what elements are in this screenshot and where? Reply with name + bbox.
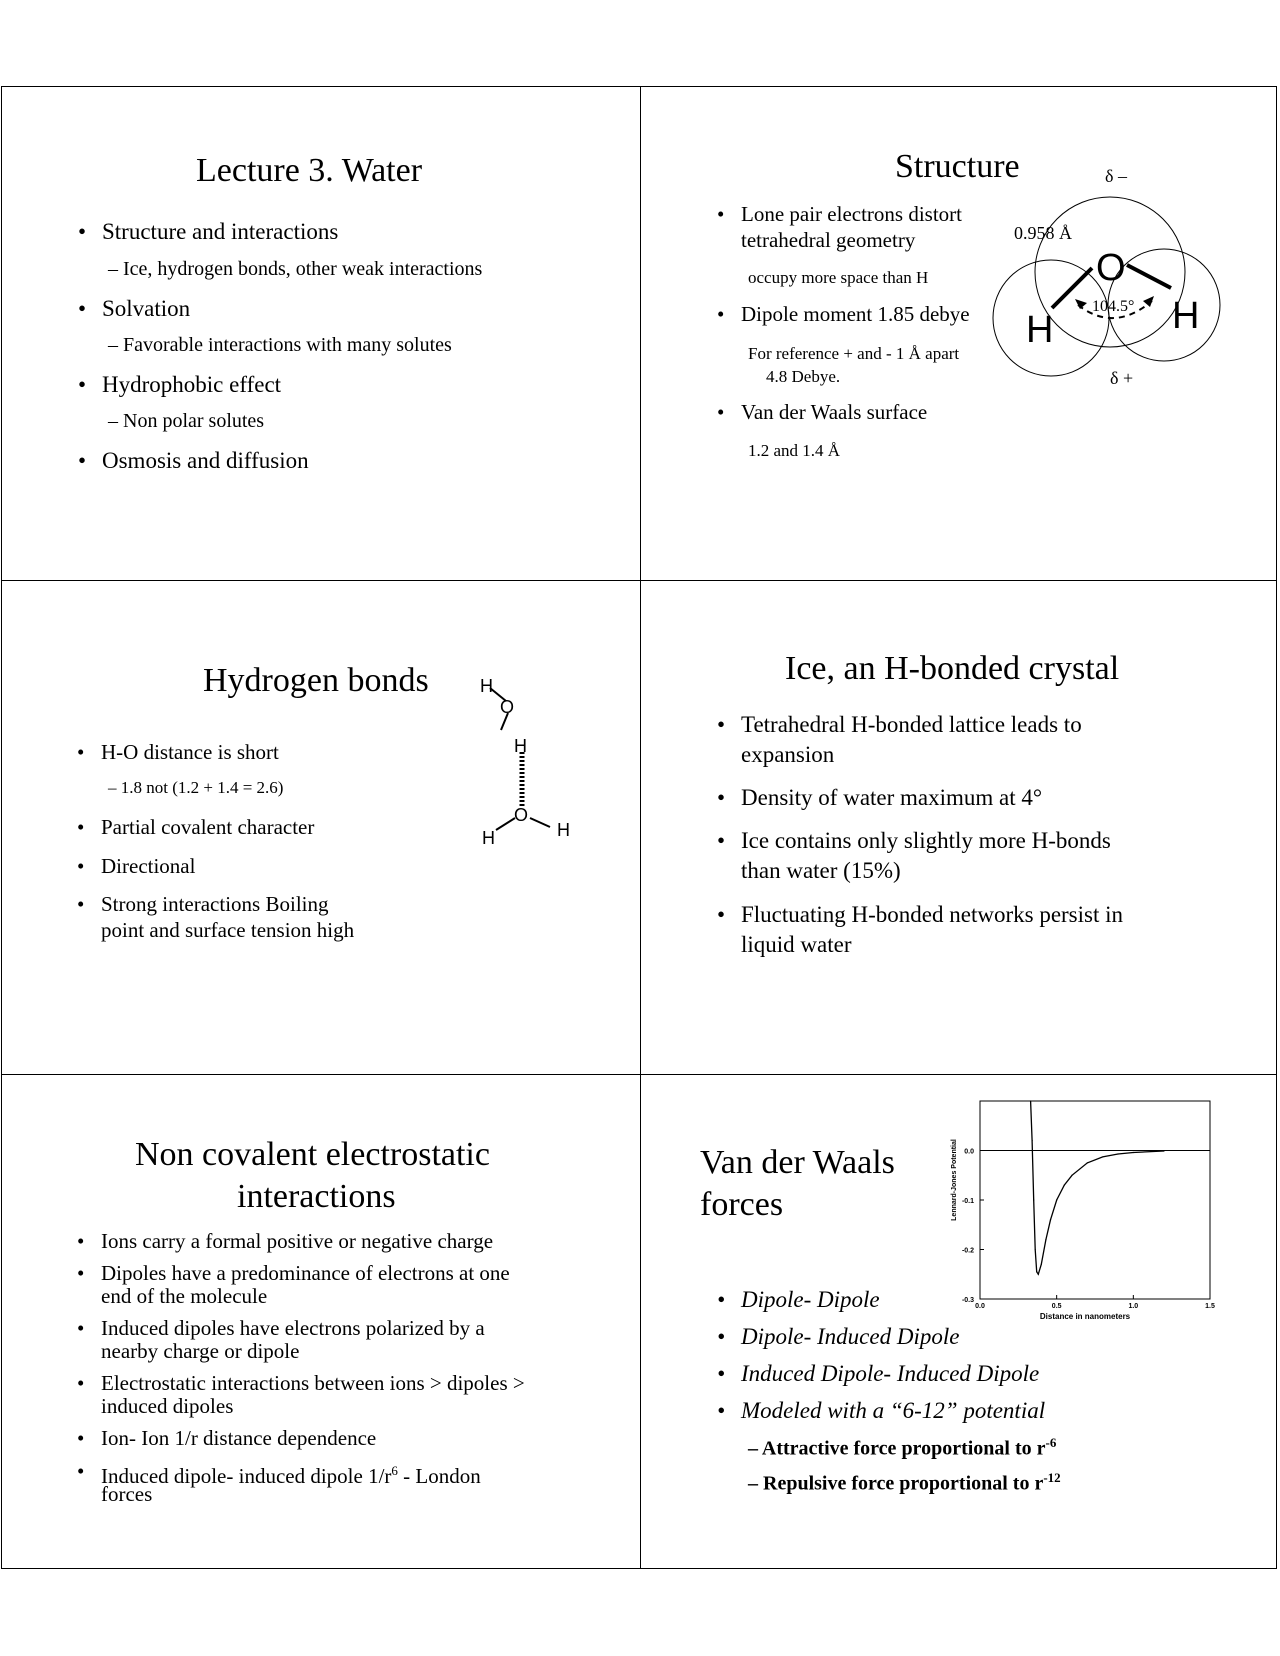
bullet-continuation: point and surface tension high — [101, 918, 355, 942]
note: 1.2 and 1.4 Å — [748, 441, 841, 460]
bond-o-h-right — [530, 818, 550, 827]
bullet: • Density of water maximum at 4° — [741, 783, 1042, 813]
y-tick-label: 0.0 — [964, 1148, 974, 1156]
hydrogen-label-left: H — [1026, 309, 1054, 351]
data-point — [1102, 1156, 1103, 1157]
bullet: • Dipole- Dipole — [741, 1285, 880, 1315]
sub-bullet: – Favorable interactions with many solutes — [108, 334, 452, 356]
data-point — [1038, 1274, 1039, 1275]
slide-title: Non covalent electrostatic — [135, 1136, 490, 1173]
data-point — [1032, 1140, 1033, 1141]
lennard-jones-chart — [940, 1099, 1240, 1339]
bullet-text: Induced dipole- induced dipole 1/r — [101, 1464, 392, 1488]
atom-h: H — [482, 828, 495, 848]
chart-marks — [1030, 1100, 1165, 1274]
note: For reference + and - 1 Å apart — [748, 344, 960, 363]
data-point — [1056, 1199, 1057, 1200]
bullet: • Directional — [101, 851, 195, 881]
bullet: • Dipole moment 1.85 debye — [741, 299, 970, 329]
bullet-continuation: expansion — [741, 742, 835, 767]
atom-o: O — [500, 697, 515, 717]
bullet: • Dipoles have a predominance of electrons at one — [101, 1258, 510, 1288]
atom-h: H — [480, 676, 493, 696]
bullet: • Induced dipoles have electrons polarized by a — [101, 1313, 485, 1343]
y-axis-label: Lennard-Jones Potential — [951, 1139, 958, 1221]
bullet-text: - London — [397, 1464, 481, 1488]
bullet: • Dipole- Induced Dipole — [741, 1322, 959, 1352]
slide-structure — [640, 86, 1277, 580]
bond-o-h-left — [496, 818, 515, 830]
x-axis-label: Distance in nanometers — [1039, 1312, 1131, 1321]
bullet-continuation: end of the molecule — [101, 1284, 268, 1308]
slide-van-der-waals — [640, 1074, 1277, 1569]
x-tick-label: 1.5 — [1205, 1303, 1215, 1310]
sub-bullet — [748, 1435, 1056, 1461]
delta-minus-label: δ – — [1105, 166, 1127, 186]
angle-arrow-left — [1075, 299, 1087, 309]
hydrogen-label-right: H — [1172, 295, 1200, 337]
bullet-continuation: than water (15%) — [741, 858, 901, 883]
bond-right — [1127, 265, 1171, 288]
x-tick-label: 0.0 — [975, 1303, 985, 1310]
bullet-continuation: induced dipoles — [101, 1394, 234, 1418]
data-point — [1050, 1219, 1051, 1220]
data-point — [1045, 1239, 1046, 1240]
data-point — [1071, 1175, 1072, 1176]
hydrogen-bond-diagram — [470, 670, 590, 870]
bullet-continuation: tetrahedral geometry — [741, 228, 916, 252]
slide-title-line-2: interactions — [237, 1178, 396, 1215]
bullet-continuation: nearby charge or dipole — [101, 1339, 300, 1363]
bullet: • Lone pair electrons distort — [741, 199, 962, 229]
y-tick-label: -0.1 — [961, 1198, 974, 1205]
slide-electrostatic — [0, 1074, 640, 1569]
data-point — [1036, 1271, 1037, 1272]
angle-label: 104.5° — [1092, 298, 1135, 315]
data-point — [1033, 1199, 1034, 1200]
data-point — [1035, 1249, 1036, 1250]
sub-bullet: – Non polar solutes — [108, 410, 265, 432]
bullet: • Solvation — [102, 294, 190, 324]
sub-bullet: – 1.8 not (1.2 + 1.4 = 2.6) — [108, 778, 284, 797]
exponent: 6 — [391, 1463, 398, 1478]
exponent: -12 — [1043, 1470, 1061, 1485]
slide-hydrogen-bonds — [0, 580, 640, 1074]
note: occupy more space than H — [748, 268, 929, 287]
atom-h: H — [514, 736, 527, 756]
bullet: • Induced Dipole- Induced Dipole — [741, 1359, 1039, 1389]
data-point — [1133, 1152, 1134, 1153]
x-tick-label: 0.5 — [1051, 1303, 1062, 1310]
slide-title: Lecture 3. Water — [196, 152, 423, 189]
bullet: • Fluctuating H-bonded networks persist in — [741, 900, 1123, 930]
plot-frame — [980, 1101, 1210, 1299]
x-tick-label: 1.0 — [1128, 1303, 1139, 1310]
bullet: • Structure and interactions — [102, 217, 338, 247]
lennard-jones-curve — [1031, 1101, 1164, 1274]
data-point — [1117, 1153, 1118, 1154]
slide-title: Van der Waals — [700, 1144, 895, 1181]
oxygen-label: O — [1096, 247, 1126, 289]
data-point — [1163, 1150, 1164, 1151]
bullet: • H-O distance is short — [101, 737, 279, 767]
note: 4.8 Debye. — [766, 367, 841, 386]
data-point — [1041, 1264, 1042, 1265]
sub-bullet: – Ice, hydrogen bonds, other weak interactions — [108, 258, 483, 280]
y-tick-label: -0.2 — [961, 1247, 974, 1255]
bullet: • Partial covalent character — [101, 812, 314, 842]
slide-title: Structure — [895, 148, 1020, 185]
bullet: • Osmosis and diffusion — [102, 446, 309, 476]
slide-title: Hydrogen bonds — [203, 662, 429, 699]
sub-bullet — [748, 1470, 1061, 1496]
bond-left — [1052, 268, 1092, 308]
slide-title: Ice, an H-bonded crystal — [785, 650, 1120, 687]
bullet: • Electrostatic interactions between ions > dipoles > — [101, 1368, 525, 1398]
bullet: • Ions carry a formal positive or negative charge — [101, 1226, 493, 1256]
atom-o: O — [514, 805, 529, 825]
data-point — [1087, 1162, 1088, 1163]
slide-ice-crystal — [640, 580, 1277, 1074]
bullet: • Ion- Ion 1/r distance dependence — [101, 1423, 376, 1453]
bullet: • Modeled with a “6-12” potential — [741, 1396, 1045, 1426]
bullet: • Hydrophobic effect — [102, 370, 281, 400]
bullet-continuation: forces — [101, 1482, 153, 1506]
delta-plus-label: δ + — [1110, 368, 1134, 388]
sub-bullet-text: – Attractive force proportional to r — [748, 1437, 1046, 1460]
bullet: • Strong interactions Boiling — [101, 889, 328, 919]
bond-length-label: 0.958 Å — [1014, 223, 1072, 243]
slide-title-line-2: forces — [700, 1186, 784, 1223]
chart-axes — [951, 1101, 1215, 1321]
slide-lecture-3-water — [0, 86, 640, 580]
data-point — [1030, 1100, 1031, 1101]
bullet: • Van der Waals surface — [741, 397, 927, 427]
exponent: -6 — [1045, 1435, 1057, 1450]
y-tick-label: -0.3 — [961, 1297, 974, 1304]
bullet — [101, 1456, 481, 1491]
data-point — [1064, 1185, 1065, 1186]
bullet: • Ice contains only slightly more H-bonds — [741, 826, 1111, 856]
bullet: • Tetrahedral H-bonded lattice leads to — [741, 710, 1082, 740]
water-molecule-diagram — [990, 166, 1250, 416]
sub-bullet-text: – Repulsive force proportional to r — [748, 1472, 1044, 1495]
atom-h: H — [557, 820, 570, 840]
bullet-continuation: liquid water — [741, 932, 852, 957]
